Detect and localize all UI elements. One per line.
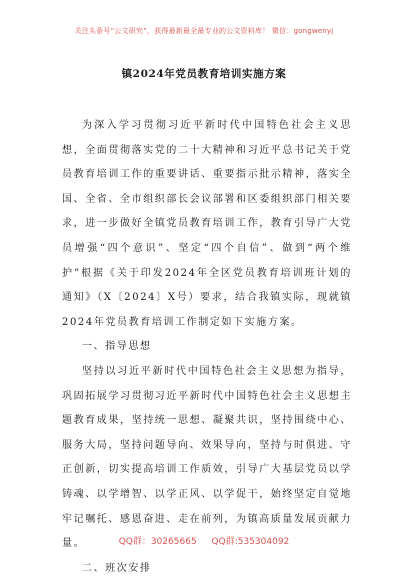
document-body xyxy=(62,114,352,581)
qq-group-1: QQ群：30265665 xyxy=(118,537,197,547)
qq-group-2: QQ群:535304092 xyxy=(211,537,290,547)
document-title: 镇2024年党员教育培训实施方案 xyxy=(121,68,287,80)
header-promo-text: 关注头条号“公文研究”，获得最新最全最专业的公文资料库！ 微信：gongwenyj xyxy=(74,27,334,35)
guiding-ideology-paragraph: 坚持以习近平新时代中国特色社会主义思想为指导，巩固拓展学习贯彻习近平新时代中国特色社会主义思想主题教育成果，坚持统一思想、凝聚共识，坚持围绕中心、服务大局，坚持问题导向、效果导向，坚持与时俱进、守正创新，切实提高培训工作质效，引导广大基层党员以学铸魂、以学增智、以学正风、以学促干，始终坚定自觉地牢记嘱托、感恩奋进、走在前列，为镇高质量发展贡献力量。 xyxy=(62,365,352,550)
section-heading-guiding-ideology: 一、指导思想 xyxy=(82,341,152,353)
footer-contact xyxy=(0,534,408,547)
intro-paragraph: 为深入学习贯彻习近平新时代中国特色社会主义思想，全面贯彻落实党的二十大精神和习近平总书记关于党员教育培训工作的重要讲话、重要指示批示精神，落实全国、全省、全市组织部长会议部署和区委组织部门相关要求，进一步做好全镇党员教育培训工作，教育引导广大党员增强“四个意识”、坚定“四个自信”、做到“两个维护”根据《关于印发2024年全区党员教育培训班计划的通知》（X〔2024〕X号）要求，结合我镇实际，现就镇2024年党员教育培训工作制定如下实施方案。 xyxy=(62,120,352,328)
section-heading-class-arrangement: 二、班次安排 xyxy=(82,562,152,574)
